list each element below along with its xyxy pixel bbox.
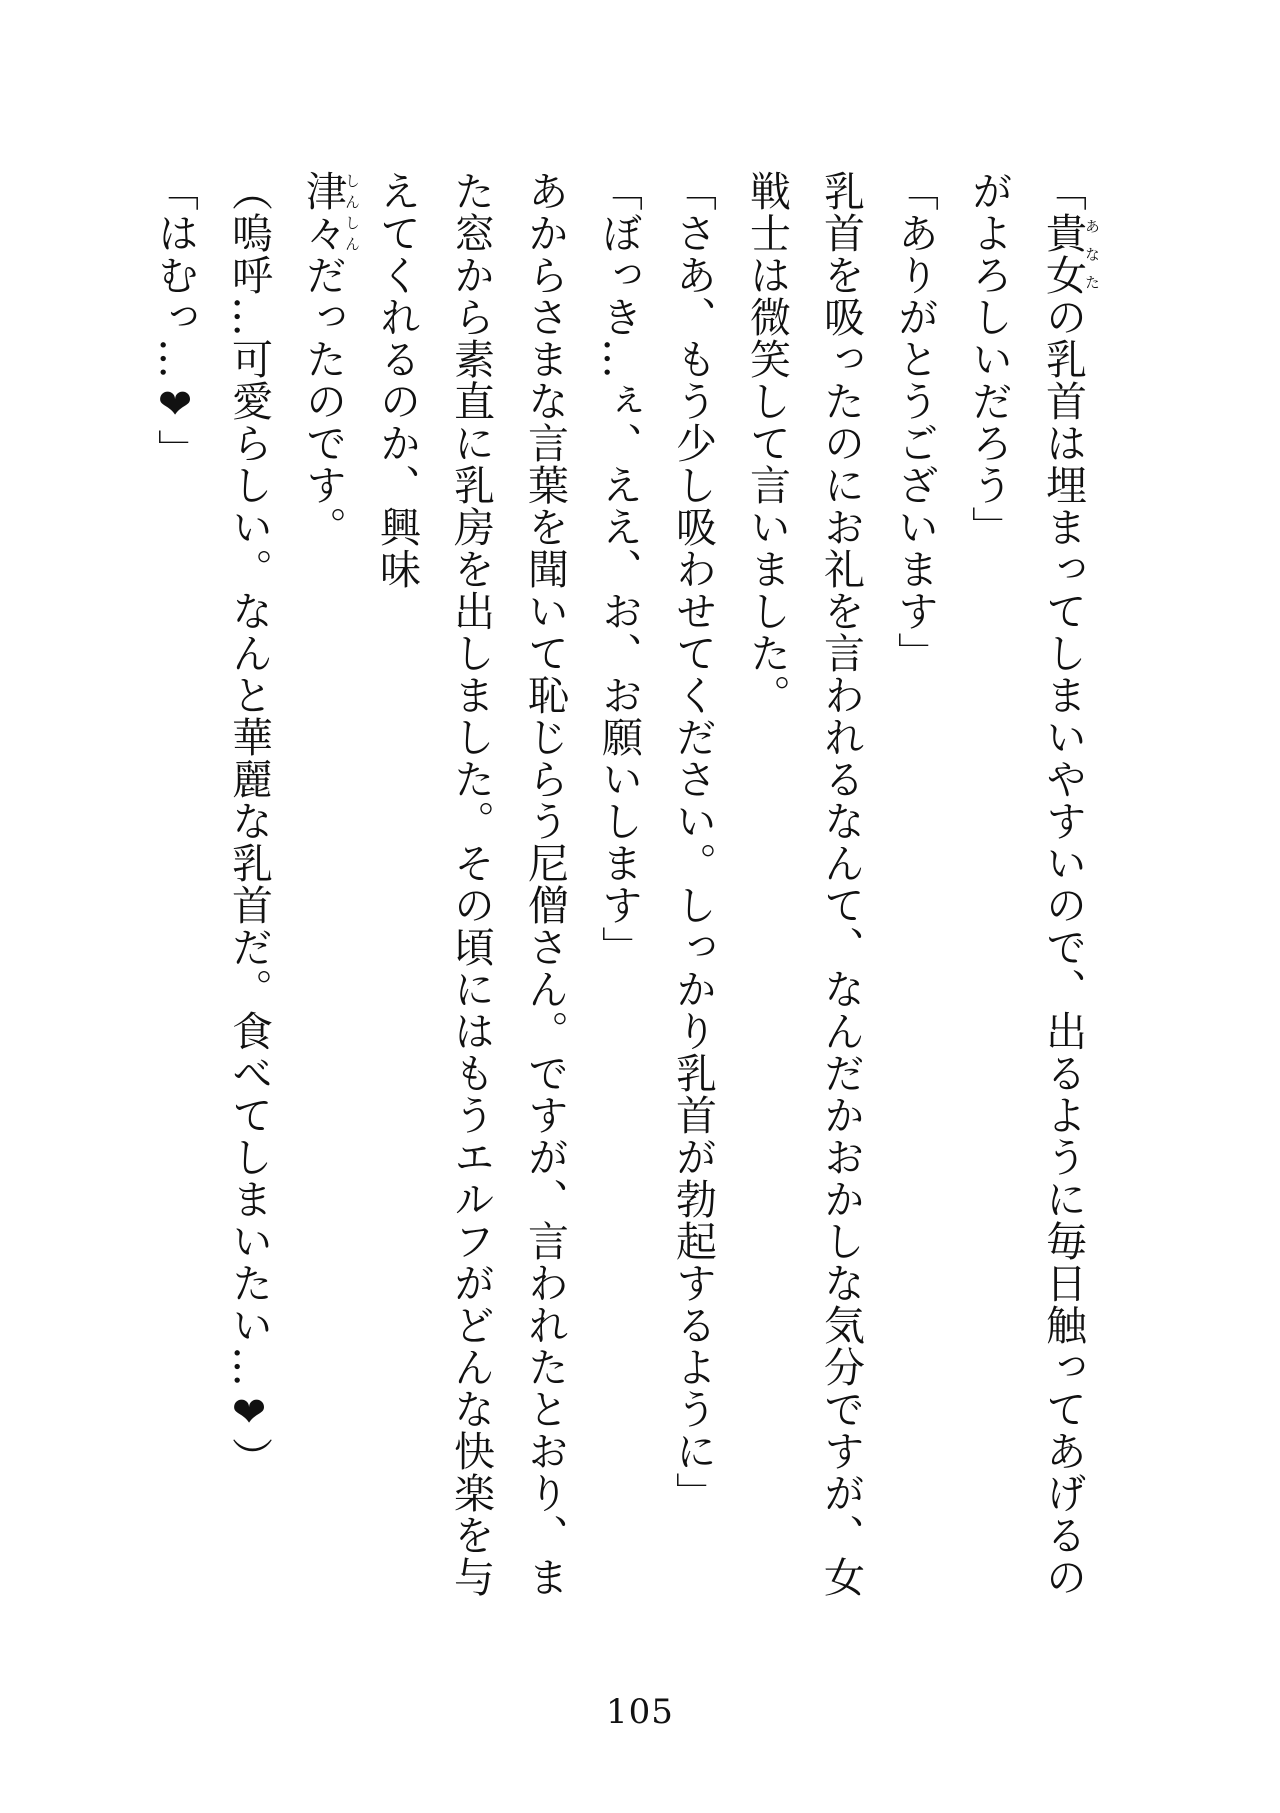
vertical-text-body <box>151 170 1101 1610</box>
paragraph-2: 「ありがとうございます」 <box>891 170 939 674</box>
paragraph-6: あからさまな言葉を聞いて恥じらう尼僧さん。ですが、言われたとおり、また窓から素直に乳房を出しました。その頃にはもうエルフがどんな快楽を与えてくれるのか、興味 <box>373 170 569 1598</box>
paragraph-1 <box>952 170 1100 1610</box>
ruby-anata <box>1039 212 1101 296</box>
ruby-reading-shinshin: しんしん <box>343 170 361 254</box>
paragraph-1-open: 「 <box>1039 170 1087 212</box>
paragraph-7-rest: だったのです。 <box>299 254 347 548</box>
paragraph-4: 「さあ、もう少し吸わせてください。しっかり乳首が勃起するように」 <box>669 170 717 1514</box>
paragraph-9: 「はむっ…❤」 <box>151 170 199 471</box>
paragraph-1-rest: の乳首は埋まってしまいやすいので、出るように毎日触ってあげるのがよろしいだろう」 <box>965 170 1087 1598</box>
ruby-base-shinshin: 津々 <box>299 170 347 254</box>
paragraph-8: （嗚呼…可愛らしい。なんと華麗な乳首だ。食べてしまいたい…❤） <box>225 170 273 1479</box>
paragraph-3: 乳首を吸ったのにお礼を言われるなんて、なんだかおかしな気分ですが、女戦士は微笑して言いました。 <box>743 170 865 1598</box>
ruby-reading-anata: あなた <box>1083 212 1101 296</box>
paragraph-7 <box>286 170 360 1610</box>
page-number: 105 <box>606 1692 674 1732</box>
ruby-base-anata: 貴女 <box>1039 212 1087 296</box>
paragraph-5: 「ぼっき…ぇ、ええ、お、お願いします」 <box>595 170 643 968</box>
ruby-shinshin <box>299 170 361 254</box>
